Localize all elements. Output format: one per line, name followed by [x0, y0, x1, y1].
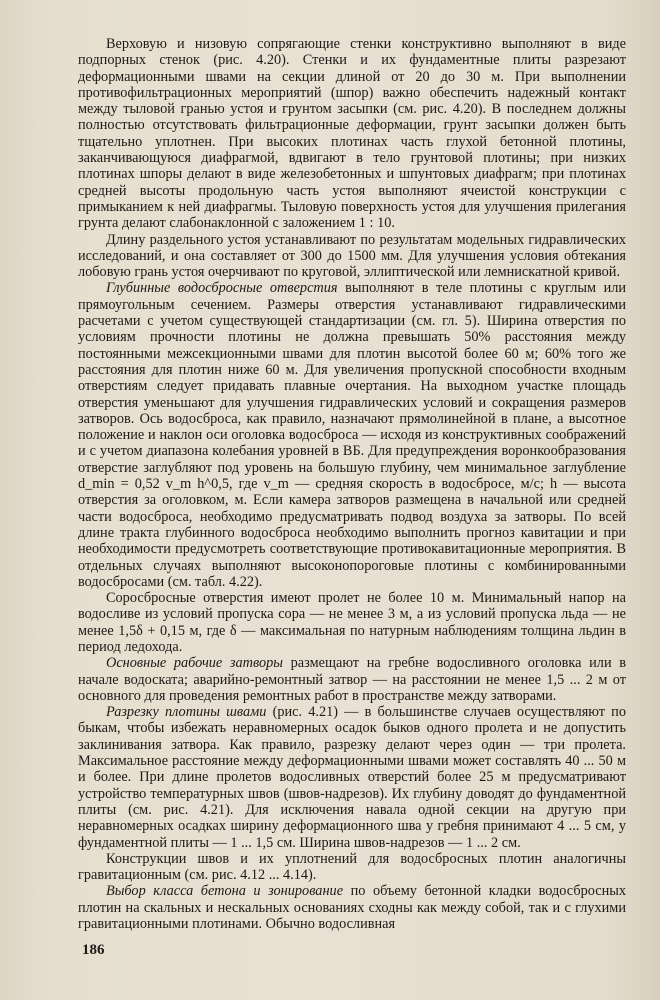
paragraph: Основные рабочие затворы размещают на гребне водосливного оголовка или в начале водоската; аварийно-ремонтный затвор — на расстоянии не менее 1,5 ... 2 м от основного для проведения ремонтных работ в пространстве между затворами. — [78, 655, 626, 704]
paragraph: Соросбросные отверстия имеют пролет не более 10 м. Минимальный напор на водосливе из условий пропуска сора — не менее 3 м, а из условий пропуска льда — не менее 1,5δ + 0,15 м, где δ — максимальная по натурным наблюдениям толщина льдин в период ледохода. — [78, 590, 626, 655]
paragraph: Длину раздельного устоя устанавливают по результатам модельных гидравлических исследований, и она составляет от 300 до 1500 мм. Для улучшения условия обтекания лобовую грань устоя очерчивают по круговой, эллиптической или лемнискатной кривой. — [78, 231, 626, 281]
page-number: 186 — [82, 942, 105, 958]
paragraph: Глубинные водосбросные отверстия выполняют в теле плотины с круглым или прямоугольным сечением. Размеры отверстия устанавливают гидравлическими расчетами с учетом существующей стандартизации (см. гл. 5). Ширина отверстия по условиям прочности плотины не должна превышать 50% расстояния между постоянными межсекционными швами для плотин высотой более 60 м; 60% того же расстояния для плотин ниже 60 м. Для увеличения пропускной способности входным отверстиям следует придавать плавные очертания. На выходном участке площадь отверстия уменьшают для улучшения гидравлических условий и сокращения размеров затворов. Ось водосброса, как правило, назначают прямолинейной в плане, а высотное положение и наклон оси оголовка водосброса — исходя из конструктивных соображений и с учетом диапазона колебания уровней в ВБ. Для предупреждения воронкообразования отверстие заглубляют под уровень на большую глубину, чем минимальное заглубление d_min = 0,52 v_m h^0,5, где v_m — средняя скорость в водосбросе, м/с; h — высота отверстия за оголовком, м. Если камера затворов размещена в начальной или средней части водосброса, необходимо предусматривать подвод воздуха за затворы. По всей длине тракта глубинного водосброса необходимо выполнить прогноз кавитации и при необходимости предусмотреть соответствующие противокавитационные мероприятия. В отдельных случаях выполняют высоконопороговые плотины с комбинированными водосбросами (см. табл. 4.22). — [78, 280, 627, 590]
paragraph: Конструкции швов и их уплотнений для водосбросных плотин аналогичны гравитационным (см. рис. 4.12 ... 4.14). — [78, 850, 626, 884]
paragraph: Выбор класса бетона и зонирование по объему бетонной кладки водосбросных плотин на скальных и нескальных основаниях сходны как между собой, так и с глухими гравитационными плотинами. Обычно водосливная — [78, 883, 626, 933]
body-text — [78, 36, 626, 932]
paragraph: Верховую и низовую сопрягающие стенки конструктивно выполняют в виде подпорных стенок (рис. 4.20). Стенки и их фундаментные плиты разрезают деформационными швами на секции длиной от 20 до 30 м. При выполнении противофильтрационных мероприятий (шпор) важно обеспечить надежный контакт между тыловой гранью устоя и грунтом засыпки (см. рис. 4.20). В последнем должны полностью отсутствовать фильтрационные деформации, грунт засыпки должен быть тщательно уплотнен. При высоких плотинах часть глухой бетонной плотины, заканчивающуюся диафрагмой, вдвигают в тело грунтовой плотины; при низких плотинах шпоры делают в виде железобетонных и шпунтовых диафрагм; при плотинах средней высоты продольную часть устоя выполняют ячеистой конструкции с примыканием к ней диафрагмы. Тыловую поверхность устоя для улучшения прилегания грунта делают слабонаклонной с заложением 1 : 10. — [78, 36, 626, 232]
paragraph: Разрезку плотины швами (рис. 4.21) — в большинстве случаев осуществляют по быкам, чтобы избежать неравномерных осадок быков одного пролета и не допустить заклинивания затвора. Как правило, разрезку делают через один — три пролета. Максимальное расстояние между деформационными швами может составлять 40 ... 50 м и более. При длине пролетов водосливных отверстий более 25 м предусматривают устройство температурных швов (швов-надрезов). Их глубину доводят до фундаментной плиты (см. рис. 4.21). Для исключения навала одной секции на другую при неравномерных осадках ширину деформационного шва у гребня принимают 4 ... 5 см, у фундаментной плиты — 1 ... 1,5 см. Ширина швов-надрезов — 1 ... 2 см. — [78, 704, 626, 851]
